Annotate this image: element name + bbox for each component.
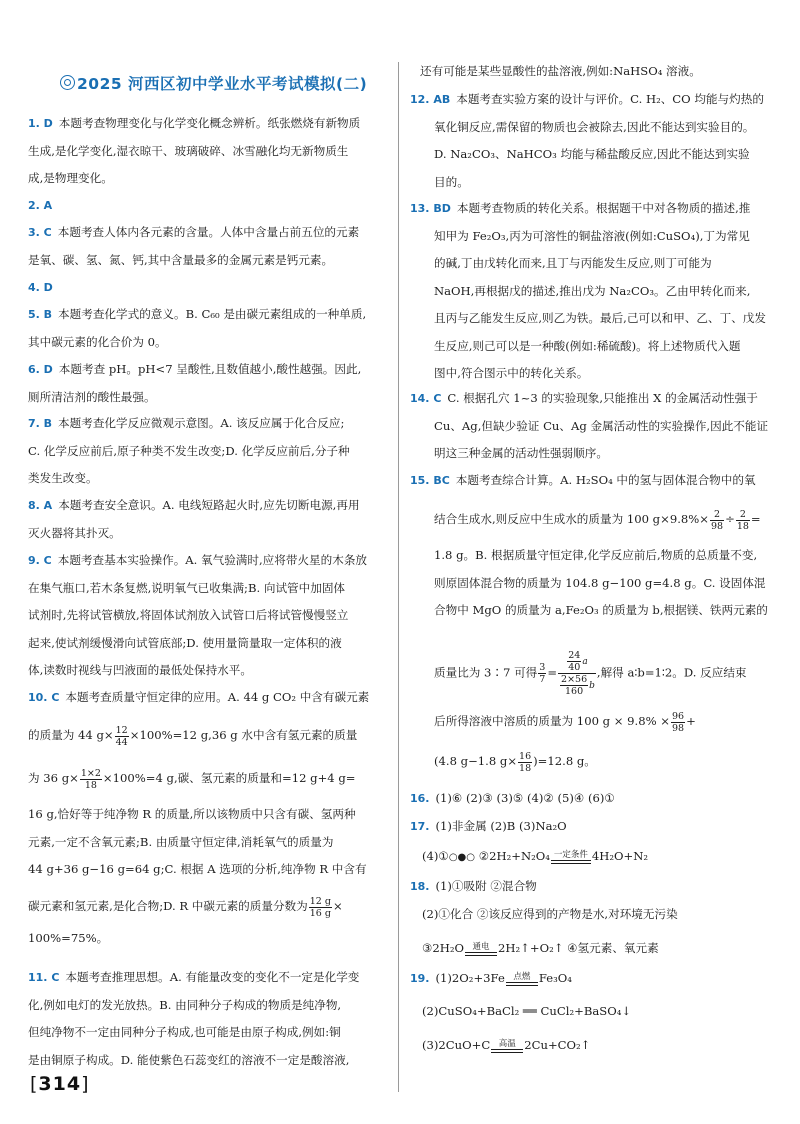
fraction: $\frac{12 g}{16 g}$ [309,895,331,919]
answer-15-ratio: 质量比为 3∶7 可得 $\frac{3}{7}$ = $\frac{24}{40}$ a $\frac{2\times 56}{160}$ b ,解得 a∶b=1∶2。D. 反应结束 [434,650,747,697]
fraction: $\frac{1\times 2}{18}$ [80,767,101,791]
fraction: $\frac{16}{18}$ [519,750,532,774]
answer-10-body: 16 g,恰好等于纯净物 R 的质量,所以该物质中只含有碳、氢两种 元素,一定不含氧元素;B. 由质量守恒定律,消耗氧气的质量为 44 g+36 g−16 g=64 g;C. 根据 A 选项的分析,纯净物 R 中含有 [28,807,367,876]
answer-17-equation: (4)①○●○ ②2H₂+N₂O₄ 一定条件 4H₂O+N₂ [422,849,649,863]
reaction-condition: 高温 [491,1039,523,1053]
answer-9: 9. C 本题考查基本实验操作。A. 氧气验满时,应将带火星的木条放 在集气瓶口,若木条复燃,说明氧气已收集满;B. 向试管中加固体 试剂时,先将试管横放,将固体试剂放入试管口后将试管慢慢竖立 起来,使试剂缓慢滑向试管底部;D. 使用量筒量取一定体积的液 体,读数时视线与凹液面的最低处保持水平。 [28,553,368,677]
answer-3: 3. C 本题考查人体内各元素的含量。人体中含量占前五位的元素 是氧、碳、氢、氮、钙,其中含量最多的金属元素是钙元素。 [28,225,360,267]
answer-19-3: (3)2CuO+C 高温 2Cu+CO₂↑ [422,1038,591,1052]
answer-4: 4. D [28,281,53,294]
answer-18: 18. (1)①吸附 ②混合物 (2)①化合 ②该反应得到的产物是水,对环境无污染 [410,879,678,921]
fraction: $\frac{24}{40}$ [568,650,581,673]
answer-19: 19. (1)2O₂+3Fe 点燃 Fe₃O₄ [410,971,572,985]
answer-10-hydrogen-mass: 为 36 g× $\frac{1\times 2}{18}$ ×100%=4 g,碳、氢元素的质量和=12 g+4 g= [28,767,356,791]
answer-7: 7. B 本题考查化学反应微观示意图。A. 该反应属于化合反应; C. 化学反应前后,原子种类不发生改变;D. 化学反应前后,分子种 类发生改变。 [28,416,350,485]
answer-15-solute: 后所得溶液中溶质的质量为 100 g × 9.8% × $\frac{96}{98}$ + [434,710,696,734]
compound-fraction: $\frac{24}{40}$ a $\frac{2\times 56}{160}$ b [558,650,596,697]
fraction: $\frac{2\times 56}{160}$ [561,674,588,697]
answer-15-body: 1.8 g。B. 根据质量守恒定律,化学反应前后,物质的总质量不变, 则原固体混合物的质量为 104.8 g−100 g=4.8 g。C. 设固体混 合物中 MgO 的质量为 a,Fe₂O₃ 的质量为 b,根据镁、铁两元素的 [434,548,768,617]
answer-15-end: (4.8 g−1.8 g× $\frac{16}{18}$ )=12.8 g。 [434,750,596,774]
molecule-model-icon: ○●○ [448,852,476,863]
reaction-condition: 点燃 [506,972,538,986]
answer-18-equation: ③2H₂O 通电 2H₂↑+O₂↑ ④氢元素、氧元素 [422,941,659,955]
answer-2: 2. A [28,199,53,212]
answer-16: 16. (1)⑥ (2)③ (3)⑤ (4)② (5)④ (6)① [410,791,615,805]
answer-14: 14. C C. 根据孔穴 1~3 的实验现象,只能推出 X 的金属活动性强于 Cu、Ag,但缺少验证 Cu、Ag 金属活动性的实验操作,因此不能证 明这三种金属的活动性强弱顺序。 [410,391,769,460]
answer-17: 17. (1)非金属 (2)B (3)Na₂O [410,819,567,833]
page-title: 2025 河西区初中学业水平考试模拟(二) [60,72,367,94]
fraction: $\frac{2}{18}$ [736,508,749,532]
answer-19-2: (2)CuSO₄+BaCl₂ ══ CuCl₂+BaSO₄↓ [422,1004,632,1018]
fraction: $\frac{96}{98}$ [672,710,685,734]
answer-13: 13. BD 本题考查物质的转化关系。根据题干中对各物质的描述,推 知甲为 Fe₂O₃,丙为可溶性的铜盐溶液(例如:CuSO₄),丁为常见 的碱,丁由戊转化而来,且丁与丙能发生反应,则丁可能为 NaOH,再根据戊的描述,推出戊为 Na₂CO₃。乙由甲转化而来, 且丙与乙能发生反应,则乙为铁。最后,己可以和甲、乙、丁、戊发 生反应,则己可以是一种酸(例如:稀硫酸)。将上述物质代入题 图中,符合图示中的转化关系。 [410,201,766,380]
reaction-condition: 一定条件 [551,850,591,864]
answer-10: 10. C 本题考查质量守恒定律的应用。A. 44 g CO₂ 中含有碳元素 [28,690,370,704]
fraction: $\frac{2}{98}$ [711,508,724,532]
fraction: $\frac{12}{44}$ [115,724,128,748]
answer-15: 15. BC 本题考查综合计算。A. H₂SO₄ 中的氢与固体混合物中的氧 [410,473,756,487]
answer-12: 12. AB 本题考查实验方案的设计与评价。C. H₂、CO 均能与灼热的 氧化铜反应,需保留的物质也会被除去,因此不能达到实验目的。 D. Na₂CO₃、NaHCO₃ 均能与稀盐酸反应,因此不能达到实验 目的。 [410,92,764,189]
answer-6: 6. D 本题考查 pH。pH<7 呈酸性,且数值越小,酸性越强。因此, 厕所清洁剂的酸性最强。 [28,362,362,404]
exam-logo-icon [60,75,75,90]
answer-8: 8. A 本题考查安全意识。A. 电线短路起火时,应先切断电源,再用 灭火器将其扑灭。 [28,498,360,540]
answer-10-end: 100%=75%。 [28,931,109,945]
answer-1: 1. D 本题考查物理变化与化学变化概念辨析。纸张燃烧有新物质 生成,是化学变化,湿衣晾干、玻璃破碎、冰雪融化均无新物质生 成,是物理变化。 [28,116,361,185]
answer-10-carbon-mass: 的质量为 44 g× $\frac{12}{44}$ ×100%=12 g,36 g 水中含有氢元素的质量 [28,724,358,748]
reaction-condition: 通电 [465,942,497,956]
answer-11: 11. C 本题考查推理思想。A. 有能量改变的变化不一定是化学变 化,例如电灯的发光放热。B. 由同种分子构成的物质是纯净物, 但纯净物不一定由同种分子构成,也可能是由原子构成,例如:铜 是由铜原子构成。D. 能使紫色石蕊变红的溶液不一定是酸溶液, [28,970,360,1067]
column-divider [398,62,399,1092]
answer-11-continued: 还有可能是某些显酸性的盐溶液,例如:NaHSO₄ 溶液。 [420,64,701,78]
answer-10-fraction: 碳元素和氢元素,是化合物;D. R 中碳元素的质量分数为 $\frac{12 g}{16 g}$ × [28,895,343,919]
answer-15-water: 结合生成水,则反应中生成水的质量为 100 g×9.8%× $\frac{2}{98}$ ÷ $\frac{2}{18}$ = [434,508,761,532]
page-number: [314] [30,1073,90,1095]
fraction: $\frac{3}{7}$ [539,662,546,685]
answer-5: 5. B 本题考查化学式的意义。B. C₆₀ 是由碳元素组成的一种单质, 其中碳元素的化合价为 0。 [28,307,367,349]
